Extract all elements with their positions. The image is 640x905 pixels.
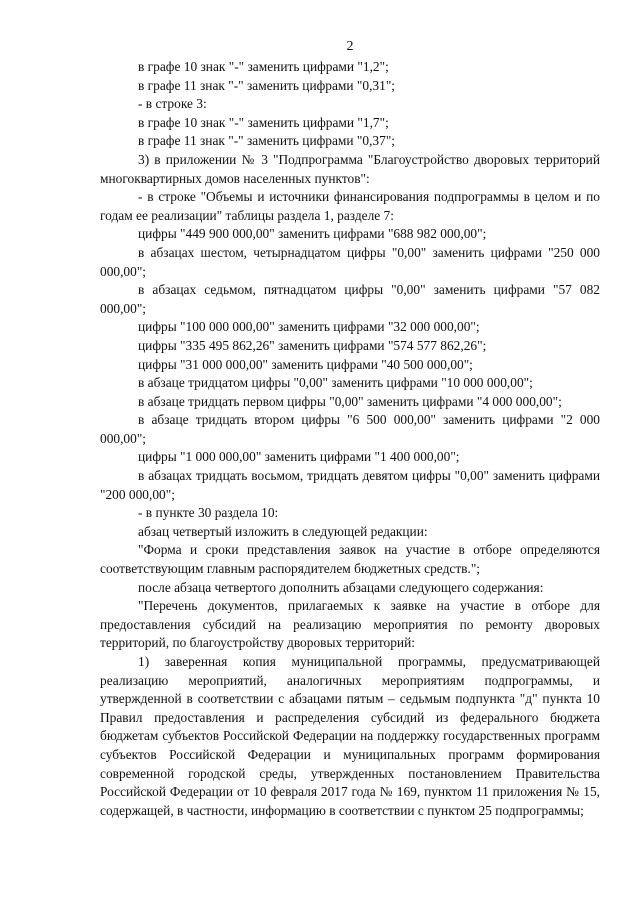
paragraph: в абзаце тридцатом цифры "0,00" заменить цифрами "10 000 000,00"; <box>138 375 533 391</box>
page-number: 2 <box>346 39 354 54</box>
paragraph: "Форма и сроки представления заявок на участие в отборе определяются соответствующим главным распорядителем бюджетных средств."; <box>100 542 600 577</box>
paragraph: - в строке 3: <box>138 96 207 112</box>
paragraph: после абзаца четвертого дополнить абзацами следующего содержания: <box>138 579 544 595</box>
paragraph: в графе 10 знак "-" заменить цифрами "1,7"; <box>138 114 389 130</box>
paragraph: в графе 11 знак "-" заменить цифрами "0,37"; <box>138 133 396 149</box>
paragraph: в абзацах седьмом, пятнадцатом цифры "0,00" заменить цифрами "57 082 000,00"; <box>100 282 600 316</box>
paragraph: цифры "449 900 000,00" заменить цифрами "688 982 000,00"; <box>138 226 487 242</box>
paragraph: в абзаце тридцать первом цифры "0,00" заменить цифрами "4 000 000,00"; <box>138 393 562 409</box>
paragraph: абзац четвертый изложить в следующей редакции: <box>138 523 428 539</box>
paragraph: в абзаце тридцать втором цифры "6 500 000,00" заменить цифрами "2 000 000,00"; <box>100 412 600 446</box>
paragraph: - в пункте 30 раздела 10: <box>138 505 279 521</box>
paragraph: в графе 10 знак "-" заменить цифрами "1,2"; <box>138 59 389 74</box>
paragraph: "Перечень документов, прилагаемых к заявке на участие в отборе для предоставления субсидий на реализацию мероприятия по ремонту дворовых территорий, по благоустройству дворовых территорий: <box>100 598 600 651</box>
paragraph: цифры "1 000 000,00" заменить цифрами "1 400 000,00"; <box>138 449 460 465</box>
document-body <box>100 58 600 820</box>
paragraph: цифры "100 000 000,00" заменить цифрами "32 000 000,00"; <box>138 319 480 335</box>
paragraph: в графе 11 знак "-" заменить цифрами "0,31"; <box>138 77 396 93</box>
paragraph: цифры "335 495 862,26" заменить цифрами "574 577 862,26"; <box>138 337 487 353</box>
paragraph: 1) заверенная копия муниципальной программы, предусматривающей реализацию мероприятий, аналогичных мероприятиям подпрограммы, и утвержденной в соответствии с абзацами пятым – седьмым подпункта "д" пункта 10 Правил предоставления и распределения субсидий из федерального бюджета бюджетам субъектов Российской Федерации на поддержку государственных программ субъектов Российской Федерации и муниципальных программ формирования современной городской среды, утвержденных постановлением Правительства Российской Федерации от 10 февраля 2017 года № 169, пунктом 11 приложения № 15, содержащей, в частности, информацию в соответствии с пунктом 25 подпрограммы; <box>100 654 600 818</box>
paragraph: цифры "31 000 000,00" заменить цифрами "40 500 000,00"; <box>138 356 473 372</box>
paragraph: 3) в приложении № 3 "Подпрограмма "Благоустройство дворовых территорий многоквартирных домов населенных пунктов": <box>100 151 600 186</box>
paragraph: в абзацах шестом, четырнадцатом цифры "0,00" заменить цифрами "250 000 000,00"; <box>100 244 600 279</box>
paragraph: в абзацах тридцать восьмом, тридцать девятом цифры "0,00" заменить цифрами "200 000,00"; <box>100 468 600 502</box>
paragraph: - в строке "Объемы и источники финансирования подпрограммы в целом и по годам ее реализации" таблицы раздела 1, разделе 7: <box>100 189 600 223</box>
